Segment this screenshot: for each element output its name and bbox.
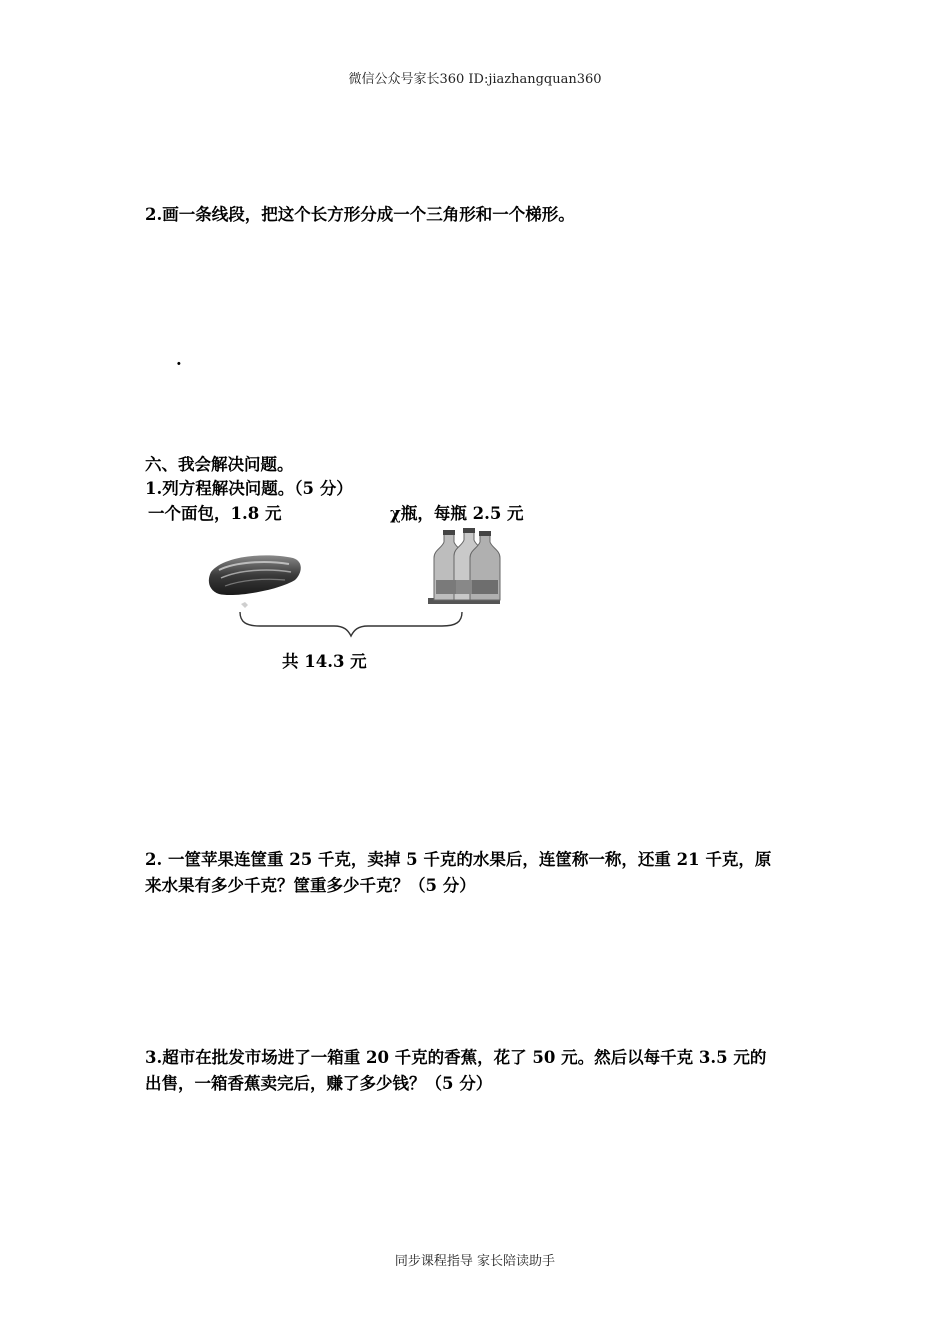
section-six-title: 六、我会解决问题。 bbox=[145, 455, 294, 474]
unknown-x: χ bbox=[390, 504, 401, 523]
question-draw-line: 2.画一条线段，把这个长方形分成一个三角形和一个梯形。 bbox=[145, 205, 575, 224]
problem2-line2: 来水果有多少千克？筐重多少千克？（5 分） bbox=[145, 876, 476, 895]
problem1-title: 1.列方程解决问题。（5 分） bbox=[145, 479, 353, 498]
problem3-line2: 出售，一箱香蕉卖完后，赚了多少钱？（5 分） bbox=[145, 1074, 493, 1093]
page-footer: 同步课程指导 家长陪读助手 bbox=[394, 1254, 556, 1269]
total-brace bbox=[238, 610, 464, 640]
bread-icon bbox=[205, 548, 310, 613]
page-header: 微信公众号家长360 ID:jiazhangquan360 bbox=[348, 72, 602, 87]
bottle-price-text: 瓶，每瓶 2.5 元 bbox=[400, 504, 524, 523]
problem3 bbox=[145, 1045, 810, 1097]
total-price-label: 共 14.3 元 bbox=[282, 652, 367, 671]
bread-price-label: 一个面包，1.8 元 bbox=[148, 504, 282, 523]
stray-dot: . bbox=[176, 350, 182, 369]
problem3-line1: 3.超市在批发市场进了一箱重 20 千克的香蕉，花了 50 元。然后以每千克 3.5 元的 bbox=[145, 1048, 767, 1067]
problem2-line1: 2. 一筐苹果连筐重 25 千克，卖掉 5 千克的水果后，连筐称一称，还重 21 千克，原 bbox=[145, 850, 772, 869]
bottles-icon bbox=[428, 528, 503, 610]
problem2 bbox=[145, 847, 810, 899]
bottle-price-label bbox=[390, 500, 524, 524]
